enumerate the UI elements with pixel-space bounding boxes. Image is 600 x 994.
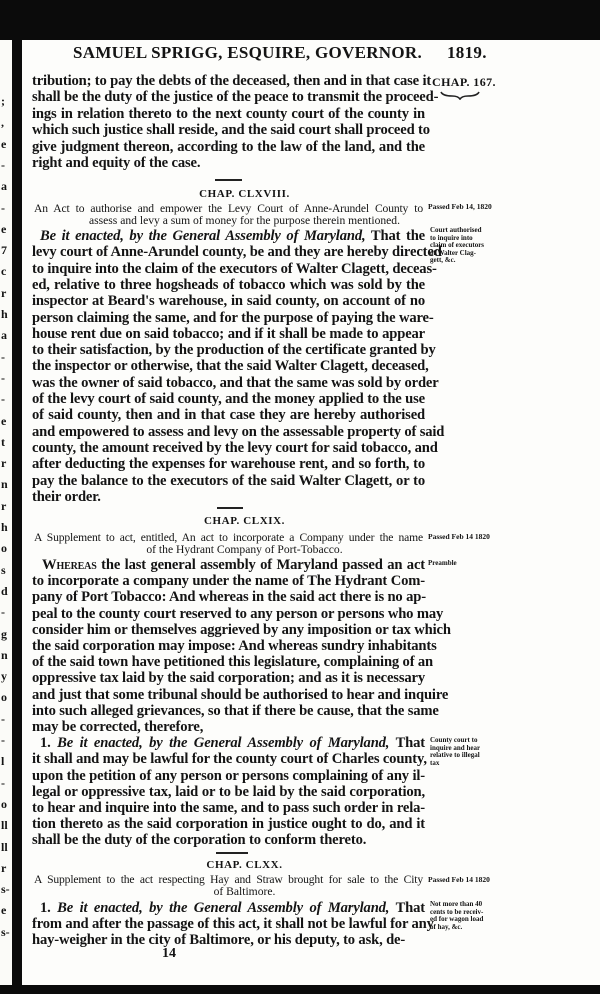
preamble-note: Preamble <box>428 559 457 567</box>
margin-note-line: claim of executors <box>430 241 485 250</box>
margin-fragment: r <box>1 456 7 471</box>
line-rest: That <box>389 735 425 752</box>
margin-note-line: Court authorised <box>430 226 482 234</box>
margin-chapter-number: CHAP. 167. <box>432 75 496 89</box>
text-line: consider him or themselves aggrieved by any imposition or tax which <box>32 621 451 638</box>
margin-fragment: , <box>1 115 4 130</box>
text-line: house rent due on said tobacco; and if it shall be made to appear <box>32 325 425 342</box>
text-line <box>40 900 425 916</box>
text-line: pany of Port Tobacco: And whereas in the said act there is no ap- <box>32 589 426 606</box>
margin-fragment: ll <box>1 839 8 854</box>
margin-note-line: gett, &c. <box>430 256 456 265</box>
passed-date-note: Passed Feb 14 1820 <box>428 532 490 541</box>
line-rest: That <box>389 900 425 916</box>
margin-fragment: - <box>1 200 5 215</box>
text-line: county, the amount received by the levy court for said tobacco, and <box>32 439 438 456</box>
margin-fragment: ; <box>1 94 5 108</box>
text-line: ed, relative to three hogsheads of tobacco which was sold by the <box>32 276 425 293</box>
margin-note-line: relative to illegal <box>430 751 480 760</box>
act-title-line: of the Hydrant Company of Port-Tobacco. <box>146 543 343 556</box>
text-line: inspector at Beard's warehouse, in said county, on account of no <box>32 293 425 310</box>
text-line: to hear and inquire into the same, and to pass such order in rela- <box>32 800 425 816</box>
text-line <box>40 228 425 244</box>
text-line: shall be the duty of the justice of the peace to transmit the proceed- <box>32 89 439 106</box>
chapter-heading: CHAP. CLXVIII. <box>199 188 290 200</box>
text-line: of the levy court of said county, and the money applied to the use <box>32 391 425 407</box>
brace-icon <box>440 90 480 100</box>
text-line: to incorporate a company under the name of The Hydrant Com- <box>32 573 425 590</box>
text-line: into such alleged grievances, so that if there be cause, that the same <box>32 702 439 719</box>
section-divider <box>215 179 242 181</box>
text-line: upon the petition of any person or persons complaining of any il- <box>32 767 425 784</box>
margin-fragment: s- <box>1 924 10 939</box>
text-line: after deducting the expenses for warehouse rent, and so forth, to <box>32 456 425 473</box>
margin-fragment: a <box>1 328 7 343</box>
text-line: it shall and may be lawful for the county court of Charles county, <box>32 751 427 768</box>
text-line: person claiming the same, and for the purpose of paying the ware- <box>32 309 434 326</box>
text-line: oppressive tax laid by the said corporation; and as it is necessary <box>32 670 425 687</box>
margin-fragment: - <box>1 605 5 620</box>
margin-fragment: - <box>1 157 5 172</box>
text-line: give judgment thereon, according to the law of the land, and the <box>32 138 425 155</box>
text-line: tion thereto as the said corporation in justice ought to do, and it <box>32 816 425 833</box>
text-line: which such justice shall reside, and the said court shall proceed to <box>32 122 430 139</box>
margin-fragment: e <box>1 903 7 918</box>
text-line: and empowered to assess and levy on the assessable property of said <box>32 423 445 440</box>
margin-fragment: r <box>1 498 7 513</box>
margin-fragment: - <box>1 711 5 726</box>
text-line <box>42 557 425 573</box>
text-line: of the said town have petitioned this legislature, complaining of an <box>32 654 434 671</box>
margin-fragment: y <box>1 669 7 684</box>
margin-fragment: n <box>1 647 8 662</box>
act-title-line: assess and levy a sum of money for the purpose therein mentioned. <box>88 214 401 227</box>
margin-fragment: d <box>1 583 8 598</box>
text-line: their order. <box>32 488 101 505</box>
line-rest: the last general assembly of Maryland passed an act <box>96 557 425 573</box>
margin-fragment: - <box>1 733 5 747</box>
margin-fragment: - <box>1 392 5 407</box>
margin-fragment: r <box>1 285 7 300</box>
margin-fragment: c <box>1 264 7 279</box>
passed-date-note: Passed Feb 14 1820 <box>428 875 490 884</box>
act-title-line: A Supplement to act, entitled, An act to incorporate a Company under the name <box>34 531 423 544</box>
line-lead: 1. <box>40 900 58 916</box>
margin-fragment: r <box>1 860 7 875</box>
margin-fragment: ll <box>1 818 8 833</box>
margin-fragment: o <box>1 796 7 811</box>
act-title-line: An Act to authorise and empower the Levy Court of Anne-Arundel County to <box>34 202 423 215</box>
text-line: peal to the county court reserved to any person or persons who may <box>32 605 444 622</box>
page-number: 14 <box>162 946 176 961</box>
margin-fragment: - <box>1 349 5 364</box>
text-line: right and equity of the case. <box>32 155 201 171</box>
section-divider <box>216 852 248 854</box>
text-line: tribution; to pay the debts of the deceased, then and in that case it <box>32 73 432 89</box>
text-line <box>40 735 425 751</box>
text-line: to inquire into the claim of the executors of Walter Clagett, deceas- <box>32 260 437 277</box>
margin-fragment: s- <box>1 882 10 897</box>
text-line: the inspector or otherwise, that the said Walter Clagett, deceased, <box>32 358 429 375</box>
margin-note-line: Not more than 40 <box>430 900 483 908</box>
margin-fragment: 7 <box>1 243 7 258</box>
margin-note-line: inquire and hear <box>430 743 481 752</box>
text-line: ings in relation thereto to the next county court of the county in <box>32 105 425 122</box>
text-line: levy court of Anne-Arundel county, be and they are hereby directed <box>32 244 442 261</box>
running-header-year: 1819. <box>447 43 487 62</box>
text-line: legal or oppressive tax, laid or to be laid by the said corporation, <box>32 783 425 800</box>
text-line: hay-weigher in the city of Baltimore, or his deputy, to ask, de- <box>32 932 406 949</box>
text-line: was the owner of said tobacco, and that the same was sold by order <box>32 374 439 391</box>
running-header-title: SAMUEL SPRIGG, ESQUIRE, GOVERNOR. <box>73 43 423 62</box>
text-line: to their satisfaction, by the production of the certificate granted by <box>32 342 436 359</box>
text-line: pay the balance to the executors of the said Walter Clagett, or to <box>32 472 425 489</box>
act-title-line: of Baltimore. <box>213 885 276 898</box>
passed-date-note: Passed Feb 14, 1820 <box>428 202 492 211</box>
margin-fragment: e <box>1 221 7 236</box>
chapter-heading: CHAP. CLXIX. <box>203 515 286 527</box>
margin-fragment: e <box>1 413 7 428</box>
margin-note-line: cents to be receiv- <box>430 907 484 916</box>
margin-note-line: ed for wagon load <box>430 915 484 924</box>
enacting-clause: Be it enacted, by the General Assembly of Maryland, <box>40 228 366 244</box>
text-line: may be corrected, therefore, <box>32 719 204 735</box>
margin-fragment: h <box>1 520 8 534</box>
margin-fragment: t <box>1 434 5 449</box>
margin-fragment: o <box>1 690 7 705</box>
margin-fragment: o <box>1 541 7 556</box>
margin-note-line: tax <box>430 758 440 767</box>
text-line: the said corporation may impose: And whereas sundry inhabitants <box>32 638 437 654</box>
text-line: from and after the passage of this act, it shall not be lawful for any <box>32 916 434 933</box>
line-rest: That the <box>365 228 425 244</box>
margin-fragment: - <box>1 775 5 790</box>
text-line: of said county, then and in that case they are hereby authorised <box>32 407 425 424</box>
text-line: shall be the duty of the corporation to conform thereto. <box>32 832 367 849</box>
whereas-word: Whereas <box>42 557 97 573</box>
margin-fragment: n <box>1 477 8 492</box>
margin-fragment: g <box>1 626 7 641</box>
act-title-line: A Supplement to the act respecting Hay and Straw brought for sale to the City <box>34 873 423 886</box>
enacting-clause: Be it enacted, by the General Assembly of Maryland, <box>57 735 390 752</box>
section-divider <box>217 507 243 509</box>
margin-fragment: - <box>1 370 5 385</box>
margin-note-line: of Walter Clag- <box>430 248 477 257</box>
margin-note-line: of hay, &c. <box>430 922 463 931</box>
margin-fragment: l <box>1 754 5 769</box>
margin-fragment: h <box>1 307 8 321</box>
margin-note-line: to inquire into <box>430 233 473 242</box>
margin-fragment: e <box>1 136 7 151</box>
enacting-clause: Be it enacted, by the General Assembly of Maryland, <box>57 900 390 916</box>
margin-fragment: a <box>1 179 7 194</box>
chapter-heading: CHAP. CLXX. <box>206 859 283 871</box>
margin-fragment: s <box>1 562 6 577</box>
margin-note-line: County court to <box>430 736 478 744</box>
line-lead: 1. <box>40 735 58 752</box>
text-line: and just that some tribunal should be authorised to hear and inquire <box>32 686 449 703</box>
